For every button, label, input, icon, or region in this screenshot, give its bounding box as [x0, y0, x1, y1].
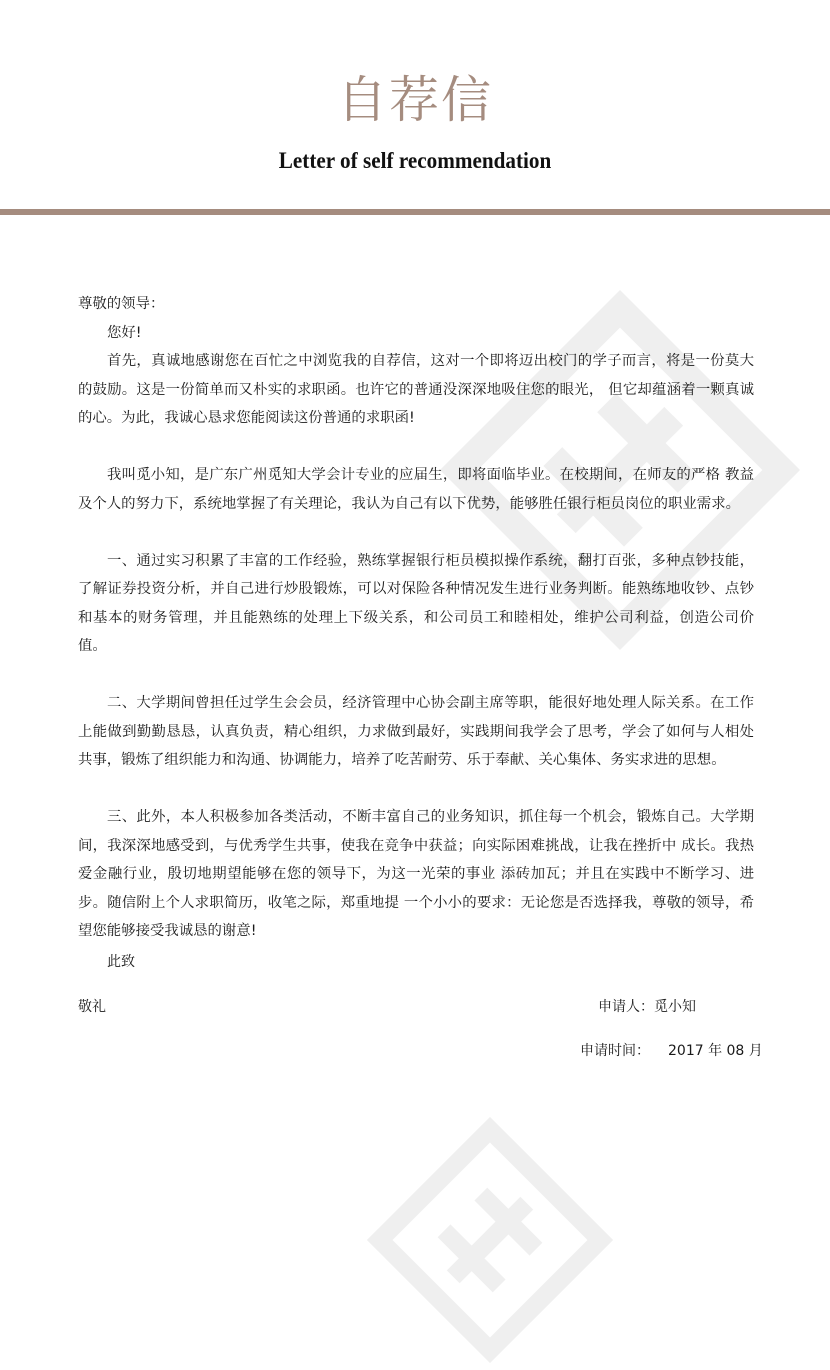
- paragraph-intro: 首先，真诚地感谢您在百忙之中浏览我的自荐信，这对一个即将迈出校门的学子而言，将是一份莫大的鼓励。这是一份简单而又朴实的求职函。也许它的普通没深深地吸住您的眼光， 但它却蕴涵着一颗真诚的心。为此，我诚心恳求您能阅读这份普通的求职函!: [78, 353, 754, 426]
- applicant-name: 申请人：觅小知: [598, 999, 696, 1015]
- greeting: 您好!: [107, 324, 142, 341]
- application-date: [580, 1041, 763, 1061]
- letter-body: [78, 290, 754, 946]
- paragraph-self-intro: 我叫觅小知，是广东广州觅知大学会计专业的应届生，即将面临毕业。在校期间，在师友的严格 教益及个人的努力下，系统地掌握了有关理论，我认为自己有以下优势，能够胜任银行柜员岗位的职业需求。: [78, 467, 754, 512]
- paragraph-point-3: 三、此外，本人积极参加各类活动，不断丰富自己的业务知识，抓住每一个机会，锻炼自己。大学期间，我深深地感受到，与优秀学生共事，使我在竞争中获益；向实际困难挑战，让我在挫折中 成长。我热爱金融行业，殷切地期望能够在您的领导下，为这一光荣的事业 添砖加瓦；并且在实践中不断学习、进步。随信附上个人求职简历，收笔之际，郑重地提 一个小小的要求：无论您是否选择我，尊敬的领导，希望您能够接受我诚恳的谢意!: [78, 809, 754, 939]
- salutation: 尊敬的领导：: [78, 296, 165, 312]
- header-divider: [0, 209, 830, 215]
- page-title: 自荐信: [337, 71, 493, 129]
- watermark-icon: [360, 1110, 620, 1370]
- closing-cizhi: 此致: [107, 954, 135, 970]
- closing-jingli: 敬礼: [78, 999, 106, 1015]
- paragraph-point-2: 二、大学期间曾担任过学生会会员，经济管理中心协会副主席等职，能很好地处理人际关系。在工作上能做到勤勤恳恳，认真负责，精心组织，力求做到最好，实践期间我学会了思考，学会了如何与人相处共事，锻炼了组织能力和沟通、协调能力，培养了吃苦耐劳、乐于奉献、关心集体、务实求进的思想。: [78, 695, 754, 768]
- page-subtitle: Letter of self recommendation: [278, 148, 552, 173]
- date-label: 申请时间：: [580, 1043, 650, 1059]
- date-value: 2017 年 08 月: [668, 1043, 763, 1059]
- paragraph-point-1: 一、通过实习积累了丰富的工作经验，熟练掌握银行柜员模拟操作系统，翻打百张，多种点钞技能，了解证券投资分析，并自己进行炒股锻炼，可以对保险各种情况发生进行业务判断。能熟练地收钞、点钞和基本的财务管理，并且能熟练的处理上下级关系，和公司员工和睦相处，维护公司利益，创造公司价值。: [78, 552, 754, 654]
